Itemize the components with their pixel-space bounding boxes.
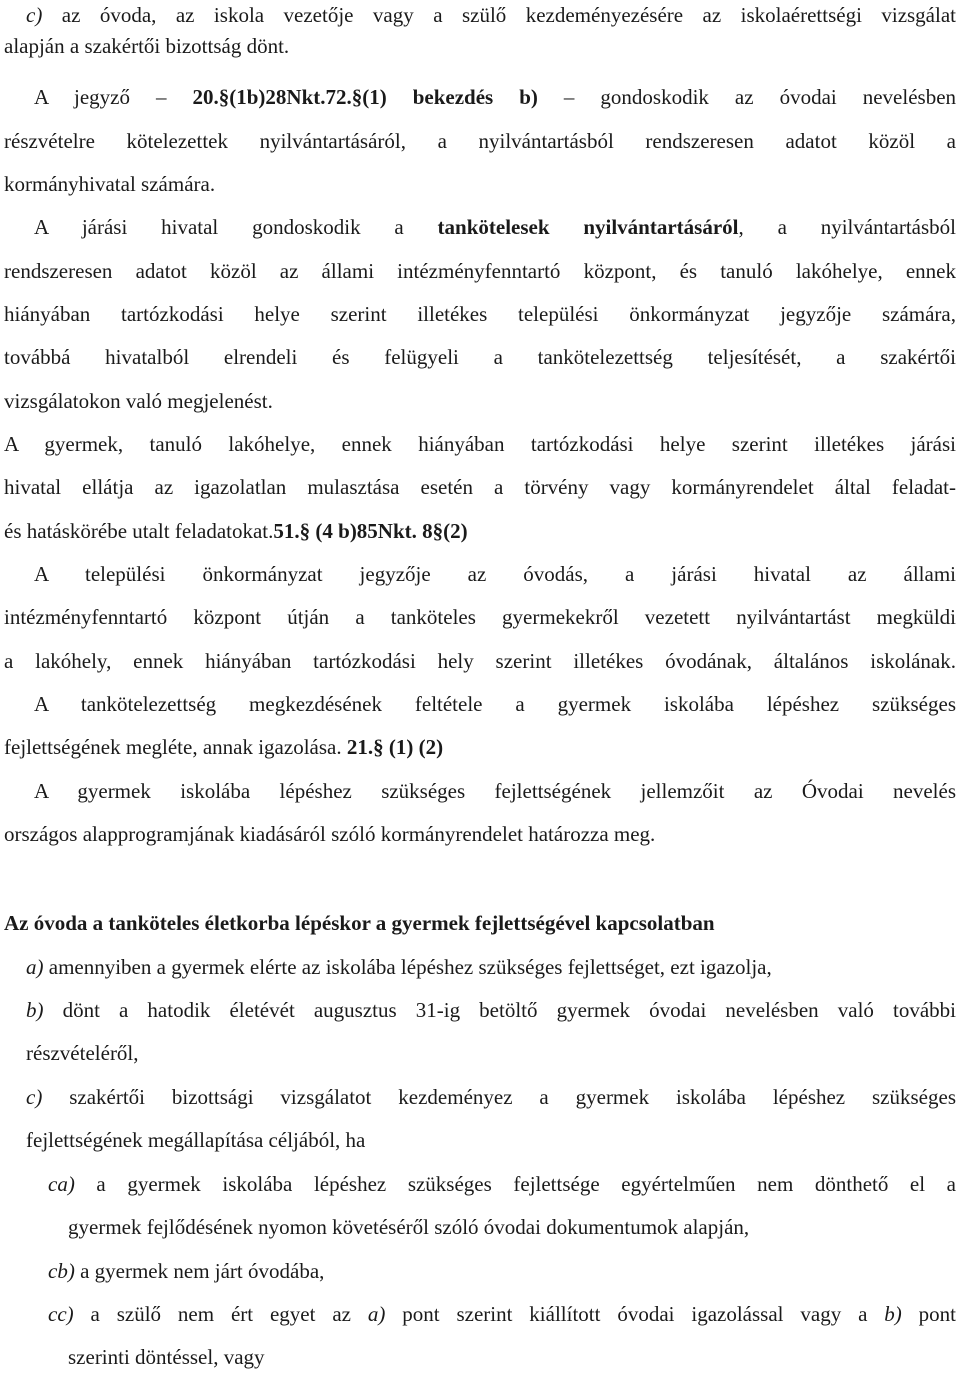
text-line-6: A járási hivatal gondoskodik a tankötelesek nyilvántartásáról, a nyilvántartásból [34, 215, 956, 239]
text-line-8: hiányában tartózkodási helye szerint illetékes települési önkormányzat jegyzője számára, [4, 302, 956, 326]
text-line-4: részvételre kötelezettek nyilvántartásáról, a nyilvántartásból rendszeresen adatot közöl a [4, 129, 956, 153]
text-line-5: kormányhivatal számára. [4, 172, 216, 196]
list-item-c: c) szakértői bizottsági vizsgálatot kezdeményez a gyermek iskolába lépéshez szükséges [26, 1085, 956, 1109]
list-item-ca: ca) a gyermek iskolába lépéshez szükséges fejlettsége egyértelműen nem dönthető el a [48, 1172, 956, 1196]
section-heading: Az óvoda a tanköteles életkorba lépéskor a gyermek fejlettségével kapcsolatban [4, 911, 715, 935]
text-line-2: alapján a szakértői bizottság dönt. [4, 34, 290, 58]
list-item-a: a) amennyiben a gyermek elérte az iskolába lépéshez szükséges fejlettséget, ezt igazolja, [26, 955, 772, 979]
list-item-cb: cb) a gyermek nem járt óvodába, [48, 1259, 325, 1283]
text-line-11: A gyermek, tanuló lakóhelye, ennek hiányában tartózkodási helye szerint illetékes járási [4, 432, 956, 456]
text-line-20: országos alapprogramjának kiadásáról szóló kormányrendelet határozza meg. [4, 822, 656, 846]
text-line-3: A jegyző – 20.§(1b)28Nkt.72.§(1) bekezdés b) – gondoskodik az óvodai nevelésben [34, 85, 957, 109]
text-line-15: intézményfenntartó központ útján a tanköteles gyermekekről vezetett nyilvántartást megküldi [4, 605, 956, 629]
list-item-b-cont: részvételéről, [26, 1041, 139, 1065]
text-line-12: hivatal ellátja az igazolatlan mulasztása esetén a törvény vagy kormányrendelet által feladat- [4, 475, 956, 499]
text-line-13: és hatáskörébe utalt feladatokat.51.§ (4 b)85Nkt. 8§(2) [4, 519, 468, 543]
list-item-cc: cc) a szülő nem ért egyet az a) pont szerint kiállított óvodai igazolással vagy a b) pont [48, 1302, 956, 1326]
list-item-c-cont: fejlettségének megállapítása céljából, ha [26, 1128, 366, 1152]
text-line-17: A tankötelezettség megkezdésének feltétele a gyermek iskolába lépéshez szükséges [34, 692, 956, 716]
text-line-19: A gyermek iskolába lépéshez szükséges fejlettségének jellemzőit az Óvodai nevelés [34, 779, 956, 803]
text-line-9: továbbá hivatalból elrendeli és felügyeli a tankötelezettség teljesítését, a szakértői [4, 345, 956, 369]
text-line-16: a lakóhely, ennek hiányában tartózkodási hely szerint illetékes óvodának, általános iskolának. [4, 649, 956, 673]
text-line-1: c) az óvoda, az iskola vezetője vagy a szülő kezdeményezésére az iskolaérettségi vizsgálat [26, 3, 956, 27]
list-item-b: b) dönt a hatodik életévét augusztus 31-ig betöltő gyermek óvodai nevelésben való további [26, 998, 956, 1022]
list-item-cc-cont: szerinti döntéssel, vagy [68, 1345, 265, 1369]
text-line-18: fejlettségének megléte, annak igazolása. 21.§ (1) (2) [4, 735, 444, 759]
text-line-14: A települési önkormányzat jegyzője az óvodás, a járási hivatal az állami [34, 562, 956, 586]
list-item-ca-cont: gyermek fejlődésének nyomon követéséről szóló óvodai dokumentumok alapján, [68, 1215, 750, 1239]
text-line-7: rendszeresen adatot közöl az állami intézményfenntartó központ, és tanuló lakóhelye, ennek [4, 259, 956, 283]
text-line-10: vizsgálatokon való megjelenést. [4, 389, 273, 413]
